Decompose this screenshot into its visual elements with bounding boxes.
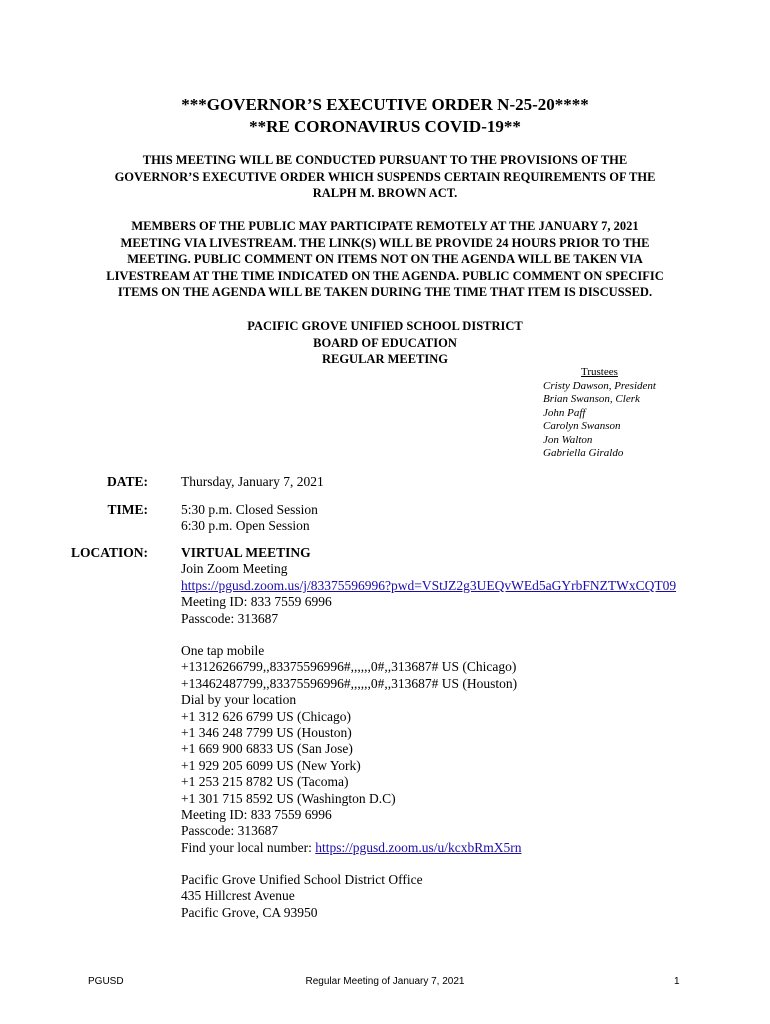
location-details — [181, 545, 676, 627]
location-title: VIRTUAL MEETING — [181, 545, 311, 560]
footer-title: Regular Meeting of January 7, 2021 — [305, 976, 465, 987]
address-line: 435 Hillcrest Avenue — [181, 888, 295, 904]
address-block — [181, 872, 423, 921]
dial-line: +1 312 626 6799 US (Chicago) — [181, 708, 351, 724]
trustee-name: Gabriella Giraldo — [543, 447, 624, 459]
trustees-list — [543, 366, 683, 461]
executive-order-heading: ***GOVERNOR’S EXECUTIVE ORDER N-25-20**** — [181, 95, 589, 114]
notice-line: RALPH M. BROWN ACT. — [312, 186, 458, 200]
passcode: Passcode: 313687 — [181, 610, 279, 626]
local-number-link[interactable]: https://pgusd.zoom.us/u/kcxbRmX5rn — [315, 839, 522, 855]
date-value: Thursday, January 7, 2021 — [181, 474, 324, 489]
notice-line: GOVERNOR’S EXECUTIVE ORDER WHICH SUSPENDS CERTAIN REQUIREMENTS OF THE — [114, 169, 656, 184]
trustee-name: Cristy Dawson, President — [543, 379, 656, 392]
trustee-name: Carolyn Swanson — [543, 420, 621, 432]
time-line: 6:30 p.m. Open Session — [181, 518, 310, 534]
dial-line: Passcode: 313687 — [181, 823, 279, 839]
dial-line: +1 669 900 6833 US (San Jose) — [181, 741, 353, 757]
covid-heading: **RE CORONAVIRUS COVID-19** — [249, 117, 521, 136]
time-label: TIME: — [107, 502, 148, 517]
page-number: 1 — [674, 976, 680, 987]
zoom-join-text: Join Zoom Meeting — [181, 561, 288, 577]
notice-conducted-pursuant — [0, 152, 770, 202]
time-line: 5:30 p.m. Closed Session — [181, 502, 318, 517]
dial-line: +13126266799,,83375596996#,,,,,,0#,,313687# US (Chicago) — [181, 659, 517, 675]
trustee-name: Jon Walton — [543, 433, 593, 446]
organization-block — [0, 318, 770, 368]
address-line: Pacific Grove, CA 93950 — [181, 904, 318, 920]
date-label: DATE: — [106, 474, 148, 489]
trustee-name: Brian Swanson, Clerk — [543, 393, 640, 405]
local-number-line — [181, 840, 522, 856]
notice-line: MEETING VIA LIVESTREAM. THE LINK(S) WILL BE PROVIDE 24 HOURS PRIOR TO THE — [120, 235, 650, 250]
dial-line: +13462487799,,83375596996#,,,,,,0#,,313687# US (Houston) — [181, 675, 518, 691]
dial-line: +1 253 215 8782 US (Tacoma) — [181, 774, 349, 790]
notice-line: MEETING. PUBLIC COMMENT ON ITEMS NOT ON THE AGENDA WILL BE TAKEN VIA — [127, 252, 643, 266]
notice-public-participation — [0, 218, 770, 301]
location-label: LOCATION: — [70, 545, 148, 560]
footer-org: PGUSD — [88, 976, 124, 987]
dial-line: +1 346 248 7799 US (Houston) — [181, 724, 352, 740]
dial-line: +1 929 205 6099 US (New York) — [181, 757, 361, 773]
trustee-name: John Paff — [543, 406, 586, 419]
dial-in-details — [181, 643, 522, 856]
dial-line: Dial by your location — [181, 692, 297, 708]
dial-line: Meeting ID: 833 7559 6996 — [181, 806, 332, 822]
trustees-heading: Trustees — [581, 366, 618, 378]
notice-line: THIS MEETING WILL BE CONDUCTED PURSUANT TO THE PROVISIONS OF THE — [142, 153, 628, 167]
district-name: PACIFIC GROVE UNIFIED SCHOOL DISTRICT — [247, 319, 523, 333]
notice-line: ITEMS ON THE AGENDA WILL BE TAKEN DURING THE TIME THAT ITEM IS DISCUSSED. — [117, 285, 653, 299]
zoom-meeting-link[interactable]: https://pgusd.zoom.us/j/83375596996?pwd=VStJZ2g3UEQvWEd5aGYrbFNZTWxCQT09 — [181, 577, 677, 593]
notice-line: MEMBERS OF THE PUBLIC MAY PARTICIPATE REMOTELY AT THE JANUARY 7, 2021 — [131, 219, 639, 233]
meeting-id: Meeting ID: 833 7559 6996 — [181, 594, 332, 610]
notice-line: LIVESTREAM AT THE TIME INDICATED ON THE AGENDA. PUBLIC COMMENT ON SPECIFIC — [106, 268, 664, 283]
time-values — [181, 502, 318, 535]
local-number-label: Find your local number: — [181, 839, 316, 855]
dial-line: One tap mobile — [181, 643, 265, 658]
meeting-type: REGULAR MEETING — [321, 352, 449, 366]
board-name: BOARD OF EDUCATION — [313, 335, 457, 350]
address-line: Pacific Grove Unified School District Office — [181, 872, 423, 887]
dial-line: +1 301 715 8592 US (Washington D.C) — [181, 790, 396, 806]
